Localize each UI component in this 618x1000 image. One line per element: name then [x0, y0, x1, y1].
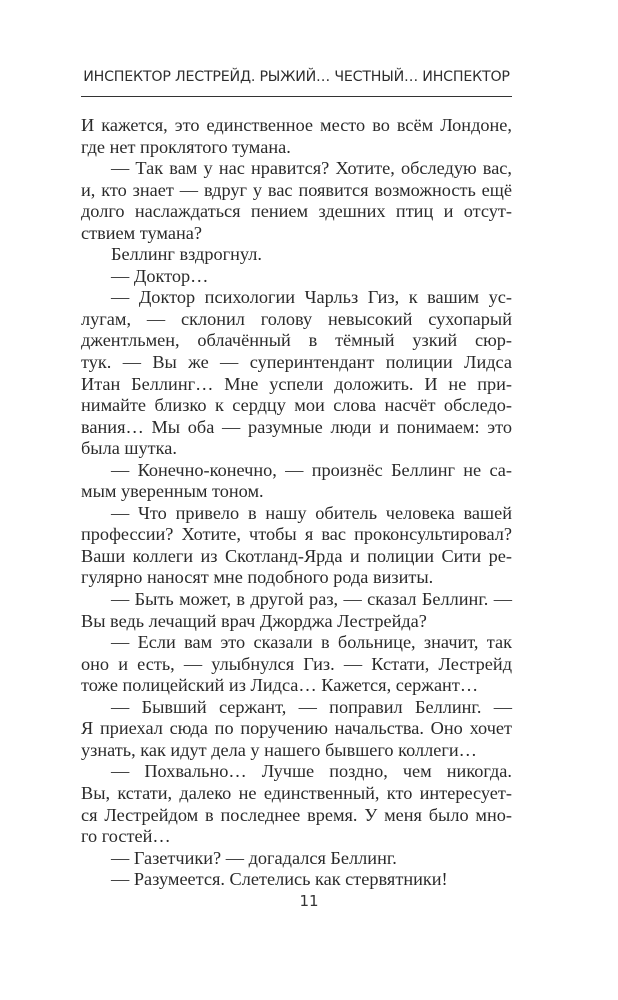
text-line: вания… Мы оба — разумные люди и понимаем: это: [81, 416, 512, 437]
text-line: узнать, как идут дела у нашего бывшего коллеги…: [81, 739, 477, 760]
text-line: — Газетчики? — догадался Беллинг.: [111, 847, 397, 868]
text-line: мым уверенным тоном.: [81, 481, 264, 502]
text-line: Ваши коллеги из Скотланд-Ярда и полиции Сити ре-: [81, 545, 512, 566]
text-line: Я приехал сюда по поручению начальства. Оно хочет: [81, 718, 512, 739]
text-line: оно и есть, — улыбнулся Гиз. — Кстати, Лестрейд: [81, 653, 512, 674]
text-line: — Если вам это сказали в больнице, значит, так: [111, 632, 512, 653]
text-line: джентльмен, облачённый в тёмный узкий сюр-: [81, 330, 512, 351]
text-line: — Доктор…: [111, 265, 209, 286]
text-line: гулярно наносят мне подобного рода визиты.: [81, 567, 434, 588]
text-line: Вы ведь лечащий врач Джорджа Лестрейда?: [81, 610, 427, 631]
text-line: ствием тумана?: [81, 222, 202, 243]
header-divider: [81, 96, 512, 97]
text-line: го гостей…: [81, 826, 171, 847]
text-line: нимайте близко к сердцу мои слова насчёт обследо-: [81, 395, 512, 416]
text-line: — Разумеется. Слетелись как стервятники!: [111, 869, 448, 890]
text-line: где нет проклятого тумана.: [81, 136, 291, 157]
text-line: — Быть может, в другой раз, — сказал Беллинг. —: [111, 589, 512, 610]
text-line: ся Лестрейдом в последнее время. У меня было мно-: [81, 804, 512, 825]
text-line: И кажется, это единственное место во всём Лондоне,: [81, 115, 512, 135]
text-line: Вы, кстати, далеко не единственный, кто интересует-: [81, 782, 512, 803]
page-body-text: [81, 115, 512, 891]
text-line: — Конечно-конечно, — произнёс Беллинг не са-: [111, 459, 512, 480]
text-line: тук. — Вы же — суперинтендант полиции Лидса: [81, 352, 512, 373]
running-header: ИНСПЕКТОР ЛЕСТРЕЙД. РЫЖИЙ… ЧЕСТНЫЙ… ИНСПЕКТОР: [83, 69, 510, 85]
text-line: Беллинг вздрогнул.: [111, 244, 262, 265]
text-line: — Доктор психологии Чарльз Гиз, к вашим ус-: [111, 287, 512, 308]
text-line: — Бывший сержант, — поправил Беллинг. —: [111, 696, 512, 717]
text-line: — Что привело в нашу обитель человека вашей: [111, 502, 512, 523]
text-line: профессии? Хотите, чтобы я вас проконсультировал?: [81, 524, 512, 545]
text-line: была шутка.: [81, 438, 177, 459]
text-line: долго наслаждаться пением здешних птиц и отсут-: [81, 201, 512, 222]
text-line: тоже полицейский из Лидса… Кажется, сержант…: [81, 675, 479, 696]
text-line: лугам, — склонил голову невысокий сухопарый: [81, 308, 512, 329]
text-line: Итан Беллинг… Мне успели доложить. И не при-: [81, 373, 512, 394]
text-line: — Похвально… Лучше поздно, чем никогда.: [111, 761, 512, 782]
page-number: 11: [299, 892, 319, 910]
text-line: — Так вам у нас нравится? Хотите, обследую вас,: [111, 158, 512, 179]
text-line: и, кто знает — вдруг у вас появится возможность ещё: [81, 179, 512, 200]
